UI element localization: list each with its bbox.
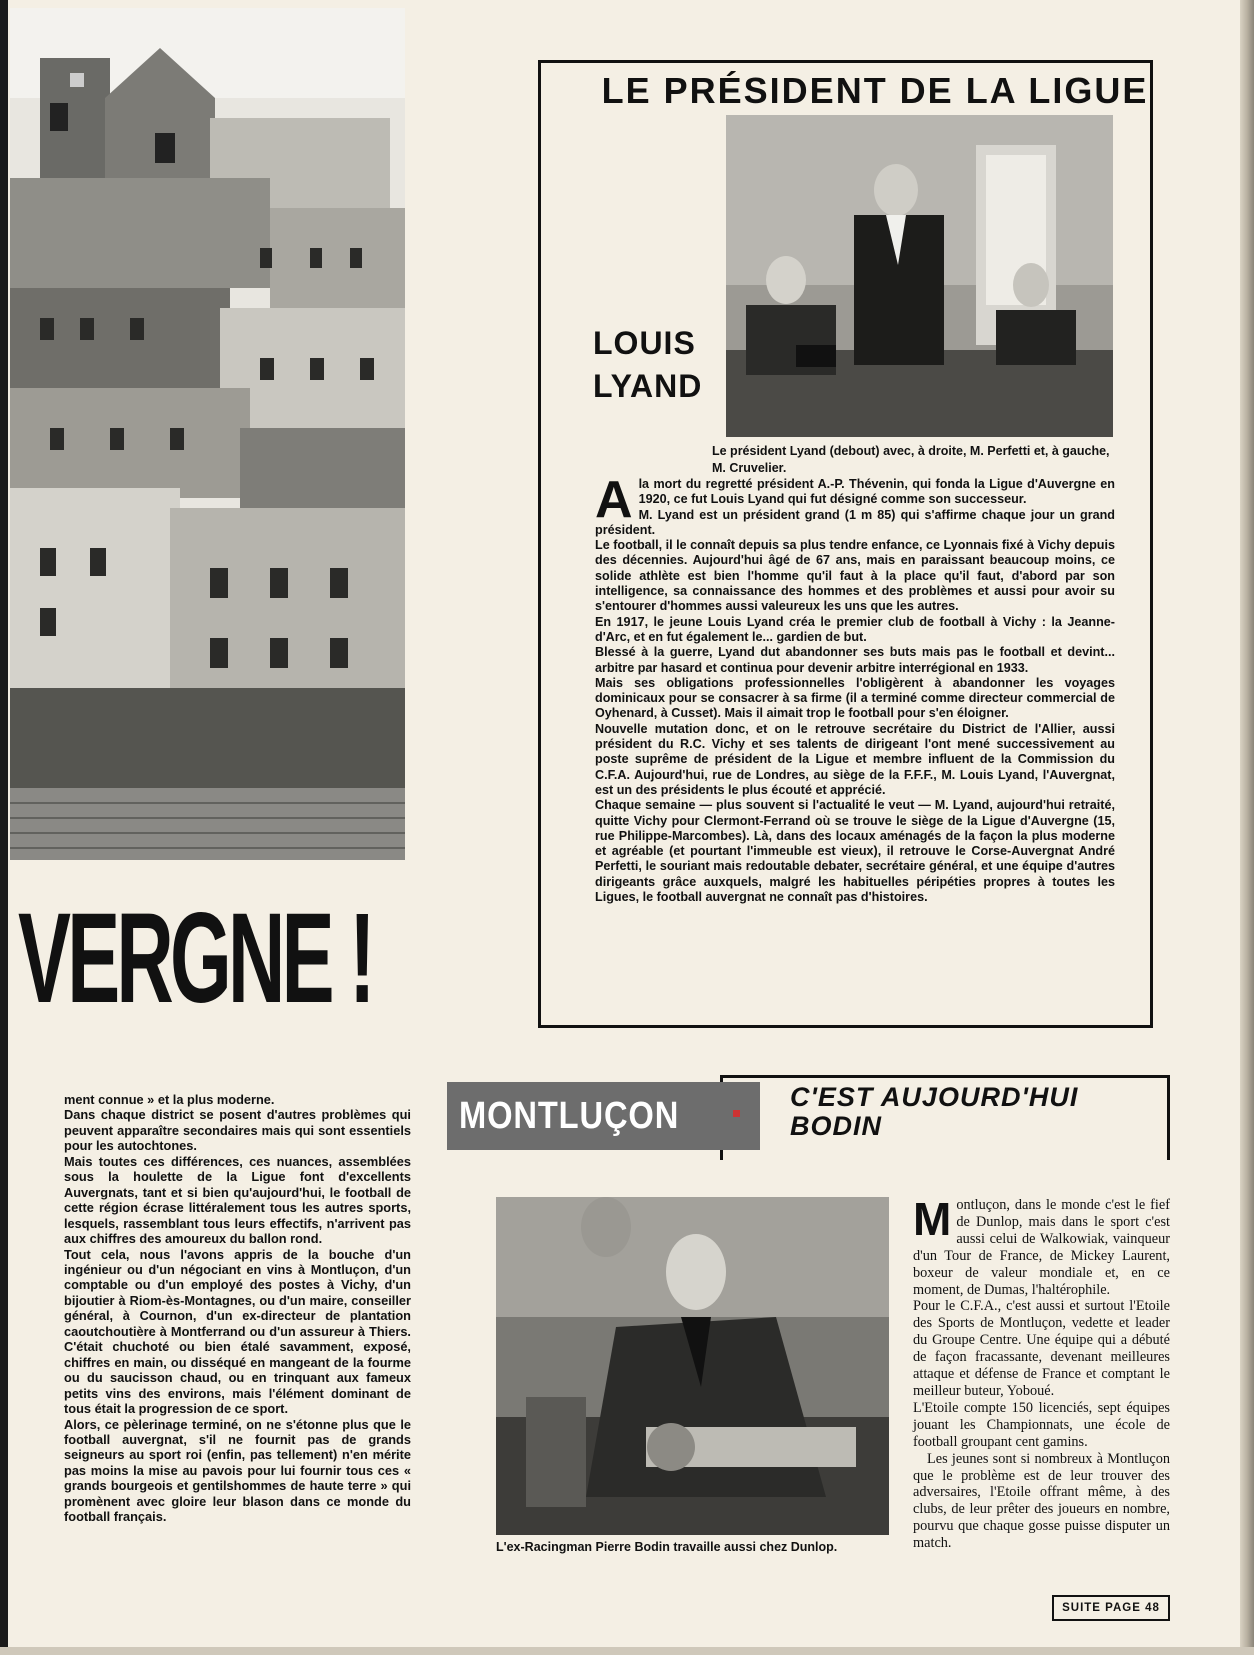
president-paragraph: M. Lyand est un président grand (1 m 85) qui s'affirme chaque jour un grand président.	[595, 507, 1115, 537]
president-photo-caption: Le président Lyand (debout) avec, à droite, M. Perfetti et, à gauche, M. Cruvelier.	[712, 444, 1110, 475]
montlucon-label	[447, 1082, 760, 1150]
red-dot-marker	[733, 1110, 740, 1117]
president-article	[595, 471, 1115, 905]
montlucon-paragraph: Les jeunes sont si nombreux à Montluçon que le problème est de leur trouver des adversaires, l'Etoile offrant même, à des clubs, de leur prêter des joueurs en nombre, pourvu que chaque gosse puisse disputer un match.	[913, 1450, 1170, 1552]
president-photo	[726, 115, 1113, 437]
town-photo	[10, 8, 405, 860]
montlucon-dropcap: M	[913, 1193, 952, 1245]
continued-page-link[interactable]: SUITE PAGE 48	[1052, 1595, 1170, 1621]
left-column-article	[64, 1092, 411, 1525]
montlucon-article	[913, 1193, 1170, 1552]
president-paragraph: Blessé à la guerre, Lyand dut abandonner ses buts mais pas le football et devint... arbitre par hasard et continua pour devenir arbitre interrégional en 1933.	[595, 645, 1115, 675]
left-paragraph: Tout cela, nous l'avons appris de la bouche d'un ingénieur ou d'un négociant en vins à Montluçon, d'un comptable ou d'un employé des postes à Vichy, d'un bijoutier à Riom-ès-Montagnes, ou d'un maire, conseiller général, à Cournon, d'un ex-directeur de plantation caoutchoutière à Montferrand ou d'un assureur à Thiers. C'était chuchoté ou bien étalé savamment, exposé, chiffres en main, ou disséqué en mangeant de la fourme ou du saucisson chaud, ou en trinquant aux fameux petits vins des environs, mais l'élément dominant de tous était la progression de ce sport.	[64, 1246, 411, 1417]
bodin-photo-caption: L'ex-Racingman Pierre Bodin travaille aussi chez Dunlop.	[496, 1540, 838, 1554]
president-dropcap: A	[595, 471, 633, 529]
montlucon-subtitle	[790, 1083, 1078, 1141]
left-paragraph: Alors, ce pèlerinage terminé, on ne s'étonne plus que le football auvergnat, s'il ne fournit pas de grands seigneurs au sport roi (enfin, pas tellement) n'en mérite pas moins la mise au pavois pour lui fournir tous ces « grands bourgeois et gentilshommes de haute terre » qui promènent avec gloire leur blason dans ce monde du football français.	[64, 1416, 411, 1525]
page-bottom-edge	[0, 1647, 1254, 1655]
president-paragraph: En 1917, le jeune Louis Lyand créa le premier club de football à Vichy : la Jeanne-d'Arc, et en fut également le... gardien de but.	[595, 614, 1115, 644]
president-name-first: LOUIS	[593, 325, 696, 361]
montlucon-subtitle-line1: C'EST AUJOURD'HUI	[790, 1082, 1079, 1112]
president-paragraph: Chaque semaine — plus souvent si l'actualité le veut — M. Lyand, aujourd'hui retraité, quitte Vichy pour Clermont-Ferrand où se trouve le siège de la Ligue d'Auvergne (15, rue Philippe-Marcombes). Là, dans des locaux aménagés de la façon la plus moderne et agréable (et pourtant l'immeuble est vieux), il retrouve le Corse-Auvergnat André Perfetti, le souriant mais redoutable debater, secrétaire général, et une équipe d'autres dirigeants grâce auxquels, malgré les habituelles péripéties propres à toutes les Ligues, le football auvergnat ne connaît pas d'histoires.	[595, 798, 1115, 905]
bodin-photo	[496, 1197, 889, 1535]
president-paragraph: Nouvelle mutation donc, et on le retrouve secrétaire du District de l'Allier, aussi président du R.C. Vichy et ses talents de dirigeant l'ont mené successivement au poste suprême de président de la Ligue et membre influent de la Commission du C.F.A. Aujourd'hui, rue de Londres, au siège de la F.F.F., M. Louis Lyand, l'Auvergnat, est un des présidents le plus écouté et apprécié.	[595, 721, 1115, 797]
montlucon-label-text: MONTLUÇON	[459, 1095, 680, 1137]
page-edge	[1240, 0, 1254, 1655]
president-heading: LE PRÉSIDENT DE LA LIGUE	[601, 70, 1149, 111]
left-paragraph: Dans chaque district se posent d'autres problèmes qui peuvent apparaître secondaires mais qui sont essentiels pour les autochtones.	[64, 1107, 411, 1154]
page-title: VERGNE !	[18, 887, 372, 1030]
montlucon-paragraph: ontluçon, dans le monde c'est le fief de Dunlop, mais dans le sport c'est aussi celui de Walkowiak, vainqueur d'un Tour de France, de Mickey Laurent, boxeur de valeur mondiale et, en ce moment, de Dumas, l'haltérophile.	[913, 1197, 1170, 1298]
montlucon-paragraph: Pour le C.F.A., c'est aussi et surtout l'Etoile des Sports de Montluçon, vedette et leader du Groupe Centre. Une équipe qui a débuté de façon fracassante, devenant meilleures attaque et défense de France et comptant le meilleur buteur, Yoboué.	[913, 1298, 1170, 1399]
left-paragraph: Mais toutes ces différences, ces nuances, assemblées sous la houlette de la Ligue font d'excellents Auvergnats, tant et si bien qu'aujourd'hui, le football de cette région écrase littéralement tous les autres sports, lesquels, rassemblant tous leurs effectifs, n'arrivent pas aux chiffres des amoureux du ballon rond.	[64, 1153, 411, 1247]
president-paragraph: Le football, il le connaît depuis sa plus tendre enfance, ce Lyonnais fixé à Vichy depuis des décennies. Aujourd'hui âgé de 67 ans, mais en paraissant beaucoup moins, ce solide athlète est bien l'homme qu'il faut à la place qu'il faut, d'abord par son intelligence, sa connaissance des hommes et des problèmes et aussi pour avoir su s'entourer d'hommes aussi valeureux les uns que les autres.	[595, 538, 1115, 614]
president-name-last: LYAND	[593, 368, 703, 404]
montlucon-subtitle-line2: BODIN	[790, 1111, 882, 1141]
president-paragraph: Mais ses obligations professionnelles l'obligèrent à abandonner les voyages dominicaux pour se consacrer à sa firme (il a terminé comme directeur commercial de Oyhenard, à Cusset). Mais il aimait trop le football pour s'en éloigner.	[595, 675, 1115, 721]
binding-shadow	[0, 0, 8, 1655]
montlucon-paragraph: L'Etoile compte 150 licenciés, sept équipes jouant les Championnats, une école de football groupant cent gamins.	[913, 1399, 1170, 1450]
president-name	[593, 322, 702, 408]
president-paragraph: la mort du regretté président A.-P. Thévenin, qui fonda la Ligue d'Auvergne en 1920, ce fut Louis Lyand qui fut désigné comme son successeur.	[638, 477, 1115, 507]
left-paragraph: ment connue » et la plus moderne.	[64, 1092, 275, 1107]
